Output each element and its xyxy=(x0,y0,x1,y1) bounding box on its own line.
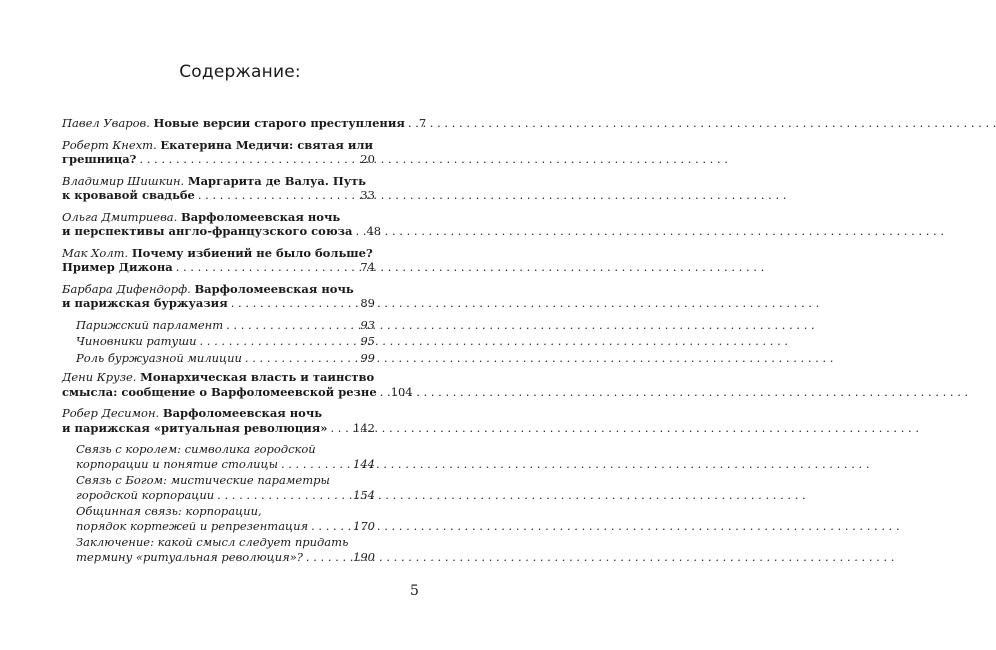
toc-title-line: городской корпорации xyxy=(76,487,215,502)
toc-title-line: порядок кортежей и репрезентация xyxy=(76,518,309,533)
leader-dots xyxy=(198,188,357,203)
toc-subentry xyxy=(76,351,375,366)
toc-title-line: Почему избиений не было больше? xyxy=(131,245,373,260)
toc-page-number: 154 xyxy=(353,487,375,502)
toc-title-line: Пример Дижона xyxy=(62,260,173,274)
toc-author: Барбара Дифендорф. xyxy=(62,281,191,296)
toc-title-line: термину «ритуальная революция»? xyxy=(76,549,303,564)
leader-dots xyxy=(139,152,357,167)
toc-author: Робер Десимон. xyxy=(62,406,160,420)
toc-page-number: 142 xyxy=(353,420,375,435)
toc-author: Ольга Дмитриева. xyxy=(62,209,178,224)
toc-page-number: 190 xyxy=(353,549,375,564)
page-title: Содержание: xyxy=(179,62,301,82)
leader-dots xyxy=(200,334,358,349)
toc-entry xyxy=(62,209,382,239)
page-number: 5 xyxy=(410,583,419,599)
toc-page-number: 20 xyxy=(360,152,375,166)
toc-title-line: смысла: сообщение о Варфоломеевской резне xyxy=(62,384,377,399)
leader-dots xyxy=(245,351,357,366)
toc-subentry xyxy=(76,334,375,349)
leader-dots xyxy=(355,224,363,239)
toc-title-line: Маргарита де Валуа. Путь xyxy=(187,173,366,188)
toc-title-line: Связь с Богом: мистические параметры xyxy=(76,473,330,487)
toc-entry xyxy=(62,406,375,435)
toc-subentry xyxy=(76,442,375,471)
toc-author: Владимир Шишкин. xyxy=(62,173,185,188)
toc-title-line: к кровавой свадьбе xyxy=(62,188,195,202)
toc-author: Павел Уваров. xyxy=(62,116,150,130)
toc-page-number: 99 xyxy=(360,350,375,365)
leader-dots xyxy=(380,385,388,400)
toc-title-line: Новые версии старого преступления xyxy=(153,116,405,130)
toc-title-line: Общинная связь: корпорации, xyxy=(76,504,262,518)
toc-entry xyxy=(62,116,427,131)
toc-subentry xyxy=(76,535,375,564)
leader-dots xyxy=(408,116,416,131)
toc-title-line: Связь с королем: символика городской xyxy=(76,442,316,456)
leader-dots xyxy=(217,488,350,503)
toc-entry xyxy=(62,174,375,203)
toc-title-line: Заключение: какой смысл следует придать xyxy=(76,535,349,549)
leader-dots xyxy=(306,550,350,565)
toc-page-number: 144 xyxy=(353,456,375,471)
leader-dots xyxy=(281,457,350,472)
toc-author: Мак Холт. xyxy=(62,245,129,260)
toc-title-line: Екатерина Медичи: святая или xyxy=(160,137,373,152)
toc-title-line: Монархическая власть и таинство xyxy=(140,370,375,384)
leader-dots xyxy=(176,260,358,275)
toc-title-line: корпорации и понятие столицы xyxy=(76,456,278,471)
toc-subentry xyxy=(76,318,375,333)
toc-page-number: 74 xyxy=(360,260,375,274)
toc-title-line: Чиновники ратуши xyxy=(76,334,197,348)
toc-author: Дени Крузе. xyxy=(62,370,137,384)
toc-title-line: Варфоломеевская ночь xyxy=(194,281,354,296)
toc-author: Роберт Кнехт. xyxy=(62,137,157,152)
toc-title-line: грешница? xyxy=(62,152,137,166)
toc-entry xyxy=(62,282,375,311)
toc-entry xyxy=(62,370,413,399)
leader-dots xyxy=(330,421,350,436)
toc-title-line: и парижская буржуазия xyxy=(62,296,228,310)
toc-page-number: 170 xyxy=(353,518,375,533)
toc-entry xyxy=(62,246,375,275)
leader-dots xyxy=(226,318,357,333)
toc-title-line: и парижская «ритуальная революция» xyxy=(62,420,328,435)
toc-page-number: 33 xyxy=(360,188,375,202)
toc-title-line: Парижский парламент xyxy=(76,317,224,332)
toc-page-number: 104 xyxy=(390,384,413,399)
toc-page-number: 48 xyxy=(366,224,382,238)
toc-page-number: 95 xyxy=(360,334,375,348)
toc-title-line: Роль буржуазной милиции xyxy=(76,350,242,365)
leader-dots xyxy=(231,296,358,311)
leader-dots xyxy=(311,519,350,534)
toc-subentry xyxy=(76,504,375,533)
toc-subentry xyxy=(76,473,375,502)
toc-entry xyxy=(62,138,375,167)
toc-page-number: 93 xyxy=(360,317,375,332)
table-of-contents xyxy=(62,116,427,569)
toc-title-line: Варфоломеевская ночь xyxy=(180,209,341,224)
toc-page-number: 7 xyxy=(418,116,427,130)
toc-page-number: 89 xyxy=(360,296,375,310)
toc-title-line: Варфоломеевская ночь xyxy=(162,406,323,420)
toc-title-line: и перспективы англо-французского союза xyxy=(62,224,353,238)
